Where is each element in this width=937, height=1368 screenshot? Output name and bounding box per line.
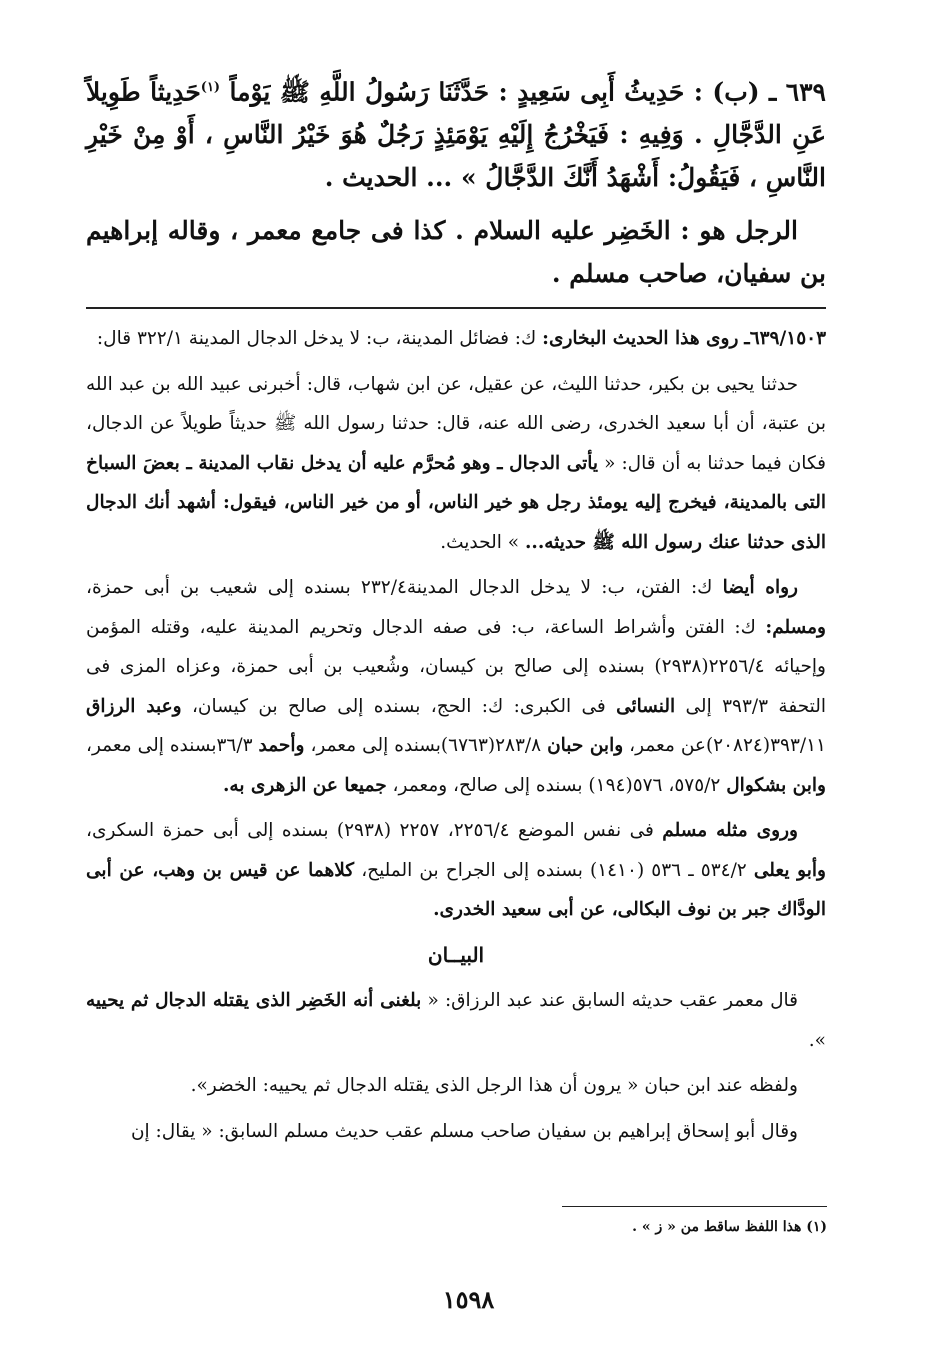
src-3: ومسلم:	[765, 616, 826, 638]
src-10: ٢٨٣/٨(٦٧٦٣)بسنده إلى معمر،	[310, 735, 542, 757]
takhrij-section	[86, 319, 826, 1151]
var-1: وروى مثله مسلم	[662, 820, 798, 842]
src-15: جميعا عن الزهرى به.	[222, 774, 387, 796]
bukhari-matn: يأتى الدجال ـ وهو مُحرَّم عليه أن يدخل نقاب المدينة ـ بعضَ السباخ التى بالمدينة، فيخرج إليه يومئذ رجل هو خير الناس، أو من خير الناس، فيقول: أشهد أنك الدجال الذى حدثنا عنك رسول الله ﷺ حديثه...	[86, 452, 826, 553]
section-divider	[86, 307, 826, 309]
src-8: ٣٩٣/١١(٢٠٨٢٤)عن معمر،	[629, 735, 826, 757]
src-9: وابن حبان	[547, 735, 624, 757]
var-4: ٥٣٤/٢ ـ ٥٣٦ (١٤١٠) بسنده إلى الجراح بن المليح،	[361, 859, 747, 881]
bayan-heading: البيــان	[427, 942, 485, 967]
hadith-text-b: حَدِيثاً طَوِيلاً عَنِ الدَّجَّالِ . وَفِيهِ : فَيَخْرُجُ إِلَيْهِ يَوْمَئِذٍ رَجُلٌ هُوَ خَيْرُ النَّاسِ ، أَوْ مِنْ خَيْرِ النَّاسِ ، فَيَقُولُ: أَشْهَدُ أَنَّكَ الدَّجَّالُ » ... الحديث .	[86, 77, 826, 193]
other-sources-paragraph	[86, 568, 826, 805]
page-number: ١٥٩٨	[442, 1285, 495, 1314]
src-4: ك: الفتن وأشراط الساعة، ب: فى صفه الدجال وتحريم المدينة عليه، وقتله المؤمن وإحيائه ٢٢٥٦/٤(٢٩٣٨) بسنده إلى صالح بن كيسان، وشُعيب بن أبى حمزة، وعزاه المزى فى التحفة ٣٩٣/٣ إلى	[86, 616, 826, 717]
src-7: وعبد الرزاق	[86, 695, 182, 717]
src-11: وأحمد	[258, 735, 305, 757]
var-2: فى نفس الموضع ٢٢٥٦/٤، ٢٢٥٧ (٢٩٣٨) بسنده إلى أبى حمزة السكرى،	[86, 820, 654, 842]
takhrij-heading	[86, 319, 826, 359]
mamar-paragraph	[86, 981, 826, 1060]
main-hadith	[86, 66, 826, 199]
src-5: النسائى	[616, 695, 676, 717]
bukhari-text	[86, 365, 826, 563]
src-6: فى الكبرى: ك: الحج، بسنده إلى صالح بن كيسان،	[191, 695, 606, 717]
mamar-bold: بلغنى أنه الخَضِر الذى يقتله الدجال ثم يحييه	[86, 990, 422, 1012]
hadith-number: ٦٣٩ ـ (ب) :	[693, 77, 826, 107]
takhrij-heading-bold: روى هذا الحديث البخارى:	[542, 328, 739, 350]
src-2: ك: الفتن، ب: لا يدخل الدجال المدينة٢٣٢/٤ بسنده إلى شعيب بن أبى حمزة،	[86, 577, 713, 599]
src-1: رواه أيضا	[722, 577, 798, 599]
commentary-note: الرجل هو : الخَضِر عليه السلام . كذا فى جامع معمر ، وقاله إبراهيم بن سفيان، صاحب مسلم .	[86, 216, 826, 289]
mamar-plain: قال معمر عقب حديثه السابق عند عبد الرزاق: «	[427, 990, 798, 1012]
var-3: وأبو يعلى	[753, 859, 826, 881]
mamar-end: ».	[808, 1029, 826, 1051]
footnote-divider	[562, 1206, 827, 1207]
ibn-hibban-paragraph: ولفظه عند ابن حبان « يرون أن هذا الرجل الذى يقتله الدجال ثم يحييه: الخضر».	[190, 1075, 798, 1097]
src-13: وابن بشكوال	[726, 774, 826, 796]
muslim-variant-paragraph	[86, 811, 826, 930]
src-14: ٥٧٥/٢، ٥٧٦(١٩٤) بسنده إلى صالح، ومعمر،	[392, 774, 721, 796]
page-body	[86, 66, 826, 1157]
footnote-ref[interactable]: (١)	[200, 80, 221, 95]
hadith-text-a: حَدِيثُ أَبِى سَعِيدٍ : حَدَّثَنَا رَسُولُ اللَّهِ ﷺ يَوْماً	[229, 77, 685, 107]
takhrij-number: ٦٣٩/١٥٠٣ـ	[744, 328, 826, 350]
footnote: (١) هذا اللفظ ساقط من « ز » .	[632, 1219, 827, 1235]
src-12: ٣٦/٣بسنده إلى معمر،	[86, 735, 253, 757]
takhrij-heading-rest: ك: فضائل المدينة، ب: لا يدخل الدجال المدينة ٣٢٢/١ قال:	[96, 328, 537, 350]
ibrahim-paragraph: وقال أبو إسحاق إبراهيم بن سفيان صاحب مسلم عقب حديث مسلم السابق: « يقال: إن	[130, 1120, 798, 1142]
bukhari-isnad: حدثنا يحيى بن بكير، حدثنا الليث، عن عقيل، عن ابن شهاب، قال: أخبرنى عبيد الله بن عبد الله بن عتبة، أن أبا سعيد الخدرى، رضى الله عنه، قال: حدثنا رسول الله ﷺ حديثاً طويلاً عن الدجال، فكان فيما حدثنا به أن قال: «	[86, 373, 826, 474]
var-5: كلاهما عن قيس بن وهب، عن أبى الودَّاك جبر بن نوف البكالى، عن أبى سعيد الخدرى.	[86, 859, 826, 921]
bukhari-end: » الحديث.	[440, 531, 520, 553]
